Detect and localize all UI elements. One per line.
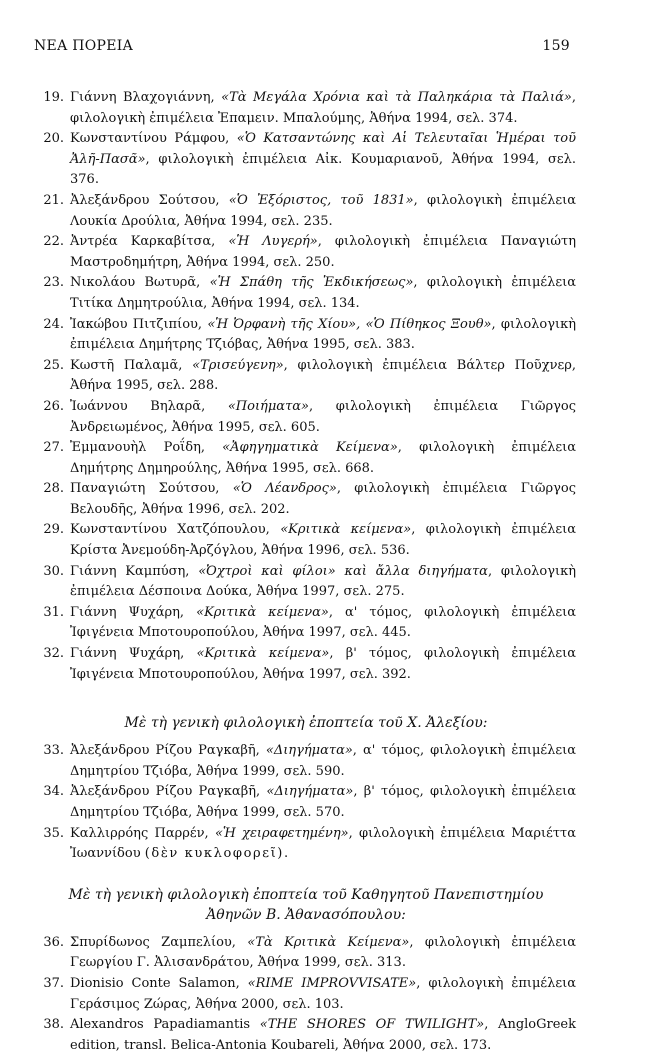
bibliography-list: [36, 88, 576, 1056]
entry-title: «Κριτικὰ κείμενα»: [196, 604, 329, 620]
entry-title: «Ὁ Κατσαντώνης καὶ Αἱ Τελευταῖαι Ἡμέραι τοῦ Ἀλῆ-Πασᾶ»: [70, 131, 576, 167]
entry-note: (δὲν κυκλοφορεῖ).: [144, 846, 290, 862]
bibliography-entry: [36, 782, 576, 823]
entry-author: Κωστῆ Παλαμᾶ,: [70, 357, 193, 373]
bibliography-entry: [36, 232, 576, 273]
entry-title: «Τὰ Κριτικὰ Κείμενα»: [247, 934, 410, 950]
entry-details: , φιλολογικὴ ἐπιμέλεια Βάλτερ Ποῦχνερ, Ἀθήνα 1995, σελ. 288.: [70, 357, 576, 394]
entry-details: , AngloGreek edition, transl. Belica-Antonia Koubareli, Ἀθήνα 2000, σελ. 173.: [70, 1017, 576, 1053]
bibliography-entry: [36, 603, 576, 644]
entry-details: , φιλολογικὴ ἐπιμέλεια Αἰκ. Κουμαριανοῦ, Ἀθήνα 1994, σελ. 376.: [70, 151, 576, 188]
entry-number: 27.: [43, 440, 64, 456]
entry-text: [70, 741, 576, 782]
entry-title: «Ἡ χειραφετημένη»: [214, 825, 349, 841]
entry-details: , φιλολογικὴ ἐπιμέλεια Δέσποινα Δούκα, Ἀθήνα 1997, σελ. 275.: [70, 563, 576, 600]
entry-details: , φιλολογικὴ ἐπιμέλεια Γιῶργος Βελουδῆς, Ἀθήνα 1996, σελ. 202.: [70, 481, 576, 517]
entry-text: [70, 438, 576, 479]
entry-text: [70, 603, 576, 644]
bibliography-entry: [36, 356, 576, 397]
entry-number: 25.: [43, 357, 64, 373]
entry-details: , φιλολογικὴ ἐπιμέλεια Δημήτρης Τζιόβας, Ἀθήνα 1995, σελ. 383.: [70, 316, 576, 353]
entry-details: , β' τόμος, φιλολογικὴ ἐπιμέλεια Δημητρίου Τζιόβα, Ἀθήνα 1999, σελ. 570.: [70, 784, 576, 820]
entry-text: [70, 1015, 576, 1056]
entry-author: Κωνσταντίνου Χατζόπουλου,: [70, 522, 281, 538]
entry-author: Γιάννη Καμπύση,: [70, 563, 199, 579]
entry-group-3: [36, 933, 576, 1056]
entry-details: , φιλολογικὴ ἐπιμέλεια Λουκία Δρούλια, Ἀθήνα 1994, σελ. 235.: [70, 192, 576, 229]
entry-details: , φιλολογικὴ ἐπιμέλεια Γεωργίου Γ. Ἀλισανδράτου, Ἀθήνα 1999, σελ. 313.: [70, 934, 576, 971]
entry-author: Ἰακώβου Πιτζιπίου,: [70, 316, 208, 332]
entry-title: «Ὀχτροὶ καὶ φίλοι» καὶ ἄλλα διηγήματα: [198, 563, 488, 579]
page-number: 159: [542, 38, 570, 54]
bibliography-entry: [36, 562, 576, 603]
entry-author: Γιάννη Ψυχάρη,: [70, 646, 197, 662]
entry-text: [70, 824, 576, 865]
entry-text: [70, 88, 576, 129]
entry-group-1: [36, 88, 576, 685]
entry-details: , α' τόμος, φιλολογικὴ ἐπιμέλεια Ἰφιγένεια Μποτουροπούλου, Ἀθήνα 1997, σελ. 445.: [70, 604, 577, 641]
entry-author: Κωνσταντίνου Ράμφου,: [70, 131, 237, 147]
entry-number: 23.: [43, 275, 64, 291]
entry-number: 34.: [43, 784, 64, 800]
entry-title: «Ἡ Ὀρφανὴ τῆς Χίου», «Ὁ Πίθηκος Ξουθ»: [207, 316, 492, 332]
bibliography-entry: [36, 824, 576, 865]
entry-text: [70, 974, 576, 1015]
entry-author: Ἀλεξάνδρου Ρίζου Ραγκαβῆ,: [70, 743, 266, 759]
entry-title: «Ποιήματα»: [227, 398, 309, 414]
bibliography-entry: [36, 397, 576, 438]
entry-text: [70, 562, 576, 603]
bibliography-entry: [36, 191, 576, 232]
entry-title: «Τρισεύγενη»: [192, 357, 284, 373]
entry-author: Παναγιώτη Σούτσου,: [70, 481, 233, 497]
entry-title: «Ἀφηγηματικὰ Κείμενα»: [222, 440, 398, 456]
entry-author: Γιάννη Βλαχογιάννη,: [70, 90, 222, 105]
entry-text: [70, 479, 576, 520]
entry-text: [70, 129, 576, 191]
bibliography-entry: [36, 974, 576, 1015]
entry-details: , α' τόμος, φιλολογικὴ ἐπιμέλεια Δημητρίου Τζιόβα, Ἀθήνα 1999, σελ. 590.: [70, 743, 577, 779]
entry-number: 33.: [43, 743, 64, 759]
entry-number: 19.: [43, 90, 64, 105]
bibliography-entry: [36, 1015, 576, 1056]
entry-author: Νικολάου Βωτυρᾶ,: [70, 275, 210, 291]
entry-details: , φιλολογικὴ ἐπιμέλεια Ἐπαμειν. Μπαλούμης, Ἀθήνα 1994, σελ. 374.: [70, 90, 576, 126]
bibliography-entry: [36, 273, 576, 314]
entry-number: 38.: [43, 1017, 64, 1033]
entry-number: 31.: [43, 604, 64, 620]
entry-details: , φιλολογικὴ ἐπιμέλεια Γιῶργος Ἀνδρειωμένος, Ἀθήνα 1995, σελ. 605.: [70, 398, 576, 435]
entry-text: [70, 232, 576, 273]
entry-details: , φιλολογικὴ ἐπιμέλεια Δημήτρης Δημηρούλης, Ἀθήνα 1995, σελ. 668.: [70, 440, 577, 476]
entry-text: [70, 273, 576, 314]
entry-number: 36.: [43, 934, 64, 950]
running-head: [34, 38, 570, 54]
entry-title: «Ἡ Σπάθη τῆς Ἐκδικήσεως»: [209, 275, 414, 291]
entry-title: «THE SHORES OF TWILIGHT»: [259, 1017, 485, 1033]
entry-text: [70, 397, 576, 438]
section-subheading-2: [36, 885, 576, 925]
entry-text: [70, 782, 576, 823]
entry-details: , φιλολογικὴ ἐπιμέλεια Γεράσιμος Ζώρας, Ἀθήνα 2000, σελ. 103.: [70, 975, 576, 1012]
entry-number: 32.: [43, 646, 64, 662]
entry-author: Σπυρίδωνος Ζαμπελίου,: [70, 934, 248, 950]
entry-group-2: [36, 741, 576, 865]
bibliography-entry: [36, 315, 576, 356]
entry-number: 22.: [43, 234, 64, 250]
entry-number: 35.: [43, 825, 64, 841]
journal-title: ΝΕΑ ΠΟΡΕΙΑ: [34, 38, 133, 54]
bibliography-entry: [36, 644, 576, 685]
entry-title: «RIME IMPROVVISATE»: [247, 975, 417, 991]
entry-text: [70, 644, 576, 685]
entry-details: , φιλολογικὴ ἐπιμέλεια Παναγιώτη Μαστροδημήτρη, Ἀθήνα 1994, σελ. 250.: [70, 234, 576, 270]
entry-details: , φιλολογικὴ ἐπιμέλεια Μαριέττα Ἰωαννίδου: [70, 825, 576, 862]
bibliography-entry: [36, 520, 576, 561]
entry-author: Dionisio Conte Salamon,: [70, 975, 248, 991]
entry-title: «Ὁ Ἐξόριστος, τοῦ 1831»: [228, 192, 414, 208]
entry-number: 24.: [43, 316, 64, 332]
bibliography-entry: [36, 479, 576, 520]
entry-author: Ἀντρέα Καρκαβίτσα,: [70, 234, 229, 250]
entry-title: «Κριτικὰ κείμενα»: [196, 646, 330, 662]
entry-number: 29.: [43, 522, 64, 538]
entry-number: 21.: [43, 192, 64, 208]
entry-title: «Κριτικὰ κείμενα»: [280, 522, 412, 538]
entry-author: Ἀλεξάνδρου Ρίζου Ραγκαβῆ,: [70, 784, 267, 800]
bibliography-entry: [36, 741, 576, 782]
entry-number: 28.: [43, 481, 64, 497]
bibliography-entry: [36, 88, 576, 129]
entry-text: [70, 315, 576, 356]
entry-number: 30.: [43, 563, 64, 579]
entry-author: Γιάννη Ψυχάρη,: [70, 604, 197, 620]
entry-title: «Διηγήματα»: [266, 784, 354, 800]
bibliography-entry: [36, 933, 576, 974]
bibliography-entry: [36, 438, 576, 479]
entry-author: Ἐμμανουὴλ Ροΐδη,: [70, 440, 223, 456]
entry-details: , φιλολογικὴ ἐπιμέλεια Τιτίκα Δημητρούλια, Ἀθήνα 1994, σελ. 134.: [70, 275, 576, 311]
entry-title: «Διηγήματα»: [265, 743, 353, 759]
entry-author: Alexandros Papadiamantis: [70, 1017, 260, 1033]
entry-author: Ἀλεξάνδρου Σούτσου,: [70, 192, 229, 208]
entry-text: [70, 933, 576, 974]
section-subheading-1: Μὲ τὴ γενικὴ φιλολογικὴ ἐποπτεία τοῦ Χ. Ἀλεξίου:: [124, 715, 488, 732]
entry-author: Ἰωάννου Βηλαρᾶ,: [70, 398, 228, 414]
entry-number: 26.: [43, 398, 64, 414]
bibliography-entry: [36, 129, 576, 191]
entry-text: [70, 356, 576, 397]
entry-text: [70, 520, 576, 561]
entry-number: 20.: [43, 131, 64, 147]
entry-number: 37.: [43, 975, 64, 991]
entry-details: , β' τόμος, φιλολογικὴ ἐπιμέλεια Ἰφιγένεια Μποτουροπούλου, Ἀθήνα 1997, σελ. 392.: [70, 646, 576, 682]
entry-title: «Τὰ Μεγάλα Χρόνια καὶ τὰ Παληκάρια τὰ Παλιά»: [221, 90, 572, 105]
subheading-line-1: Μὲ τὴ γενικὴ φιλολογικὴ ἐποπτεία τοῦ Καθηγητοῦ Πανεπιστημίου: [68, 886, 544, 903]
entry-title: «Ὁ Λέανδρος»: [232, 481, 337, 497]
entry-details: , φιλολογικὴ ἐπιμέλεια Κρίστα Ἀνεμούδη-Ἀρζόγλου, Ἀθήνα 1996, σελ. 536.: [70, 522, 576, 559]
entry-text: [70, 191, 576, 232]
entry-title: «Ἡ Λυγερή»: [228, 234, 318, 250]
subheading-line-2: Ἀθηνῶν Β. Ἀθανασόπουλου:: [206, 906, 406, 923]
entry-author: Καλλιρρόης Παρρέν,: [70, 825, 215, 841]
